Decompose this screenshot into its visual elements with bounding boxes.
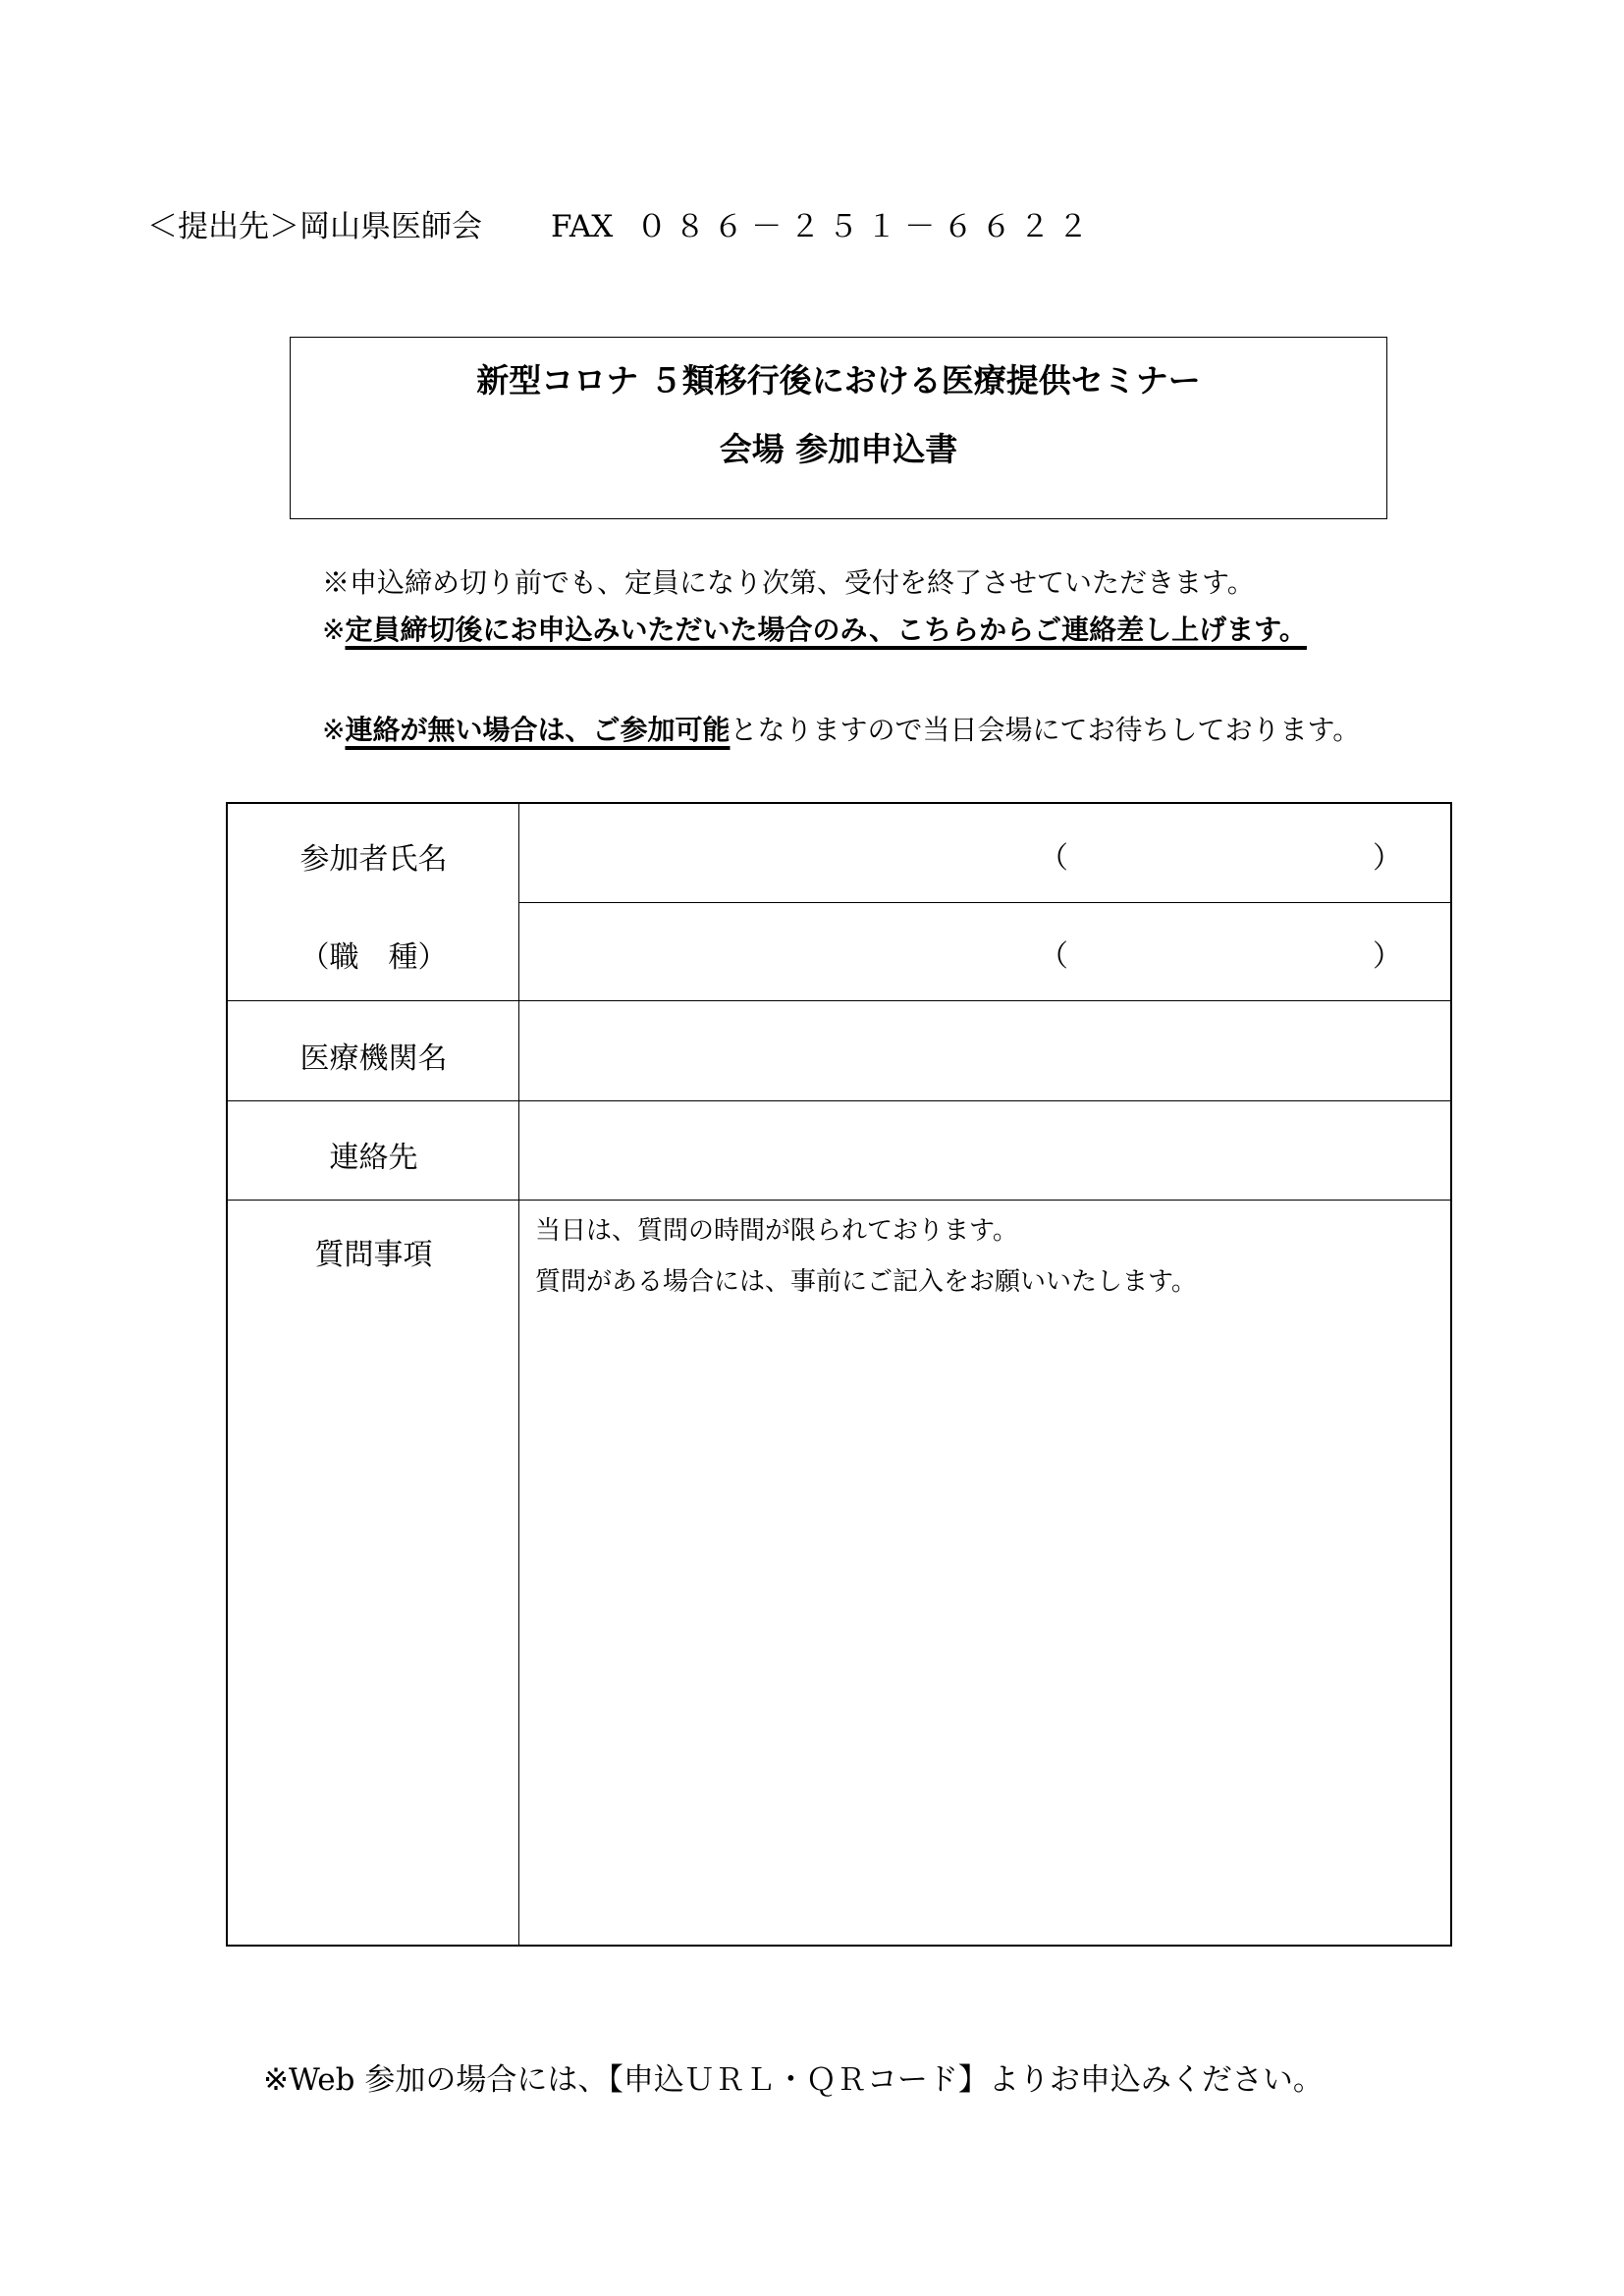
attendance-note-rest: となりますので当日会場にてお待ちしております。 <box>730 714 1361 746</box>
note-mark: ※ <box>322 714 346 746</box>
questions-note-line1: 当日は、質問の時間が限られております。 <box>535 1216 1018 1246</box>
paren-open: （ <box>1039 841 1068 876</box>
contact-field[interactable] <box>520 1102 1452 1199</box>
capacity-note: ※申込締め切り前でも、定員になり次第、受付を終了させていただきます。 <box>322 566 1255 599</box>
contact-note <box>322 609 1307 648</box>
contact-note-underlined: 定員締切後にお申込みいただいた場合のみ、こちらからご連絡差し上げます。 <box>345 614 1307 646</box>
fax-label: FAX <box>551 209 614 244</box>
participant-name-label: 参加者氏名 <box>299 842 448 877</box>
submission-destination <box>147 201 1096 245</box>
title-box <box>290 337 1387 519</box>
application-form-table <box>226 802 1452 1947</box>
occupation-field[interactable] <box>520 904 1452 999</box>
attendance-note <box>322 709 1360 748</box>
form-title: 会場 参加申込書 <box>719 430 958 468</box>
note-mark: ※ <box>322 614 346 646</box>
name-row-divider <box>518 902 1452 903</box>
row-divider <box>228 1200 1452 1201</box>
institution-name-field[interactable] <box>520 1002 1452 1099</box>
attendance-note-underlined: 連絡が無い場合は、ご参加可能 <box>345 714 731 746</box>
row-divider <box>228 1000 1452 1001</box>
web-participation-note: ※Web 参加の場合には、【申込ＵＲＬ・ＱＲコード】よりお申込みください。 <box>263 2062 1324 2098</box>
seminar-title: 新型コロナ ５類移行後における医療提供セミナー <box>476 361 1201 400</box>
occupation-label: （職 種） <box>299 940 448 975</box>
institution-name-label: 医療機関名 <box>299 1041 448 1076</box>
paren-open: （ <box>1039 939 1068 974</box>
row-divider <box>228 1100 1452 1101</box>
paren-close: ） <box>1373 841 1402 876</box>
fax-number: ０８６－２５１－６６２２ <box>636 209 1097 244</box>
contact-label: 連絡先 <box>329 1141 418 1175</box>
paren-close: ） <box>1373 939 1402 974</box>
questions-label: 質問事項 <box>314 1238 433 1272</box>
participant-name-field[interactable] <box>520 804 1452 901</box>
questions-field[interactable] <box>520 1201 1452 1945</box>
submit-to-text: ＜提出先＞岡山県医師会 <box>147 209 482 244</box>
questions-note-line2: 質問がある場合には、事前にご記入をお願いいたします。 <box>535 1267 1197 1297</box>
